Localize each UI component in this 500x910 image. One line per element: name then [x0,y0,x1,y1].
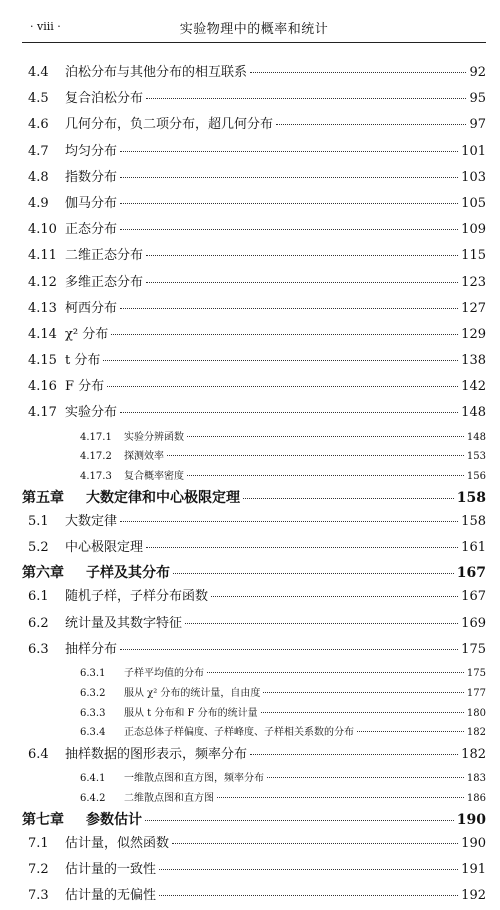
toc-entry-page: 158 [456,490,486,507]
toc-entry-chapter[interactable] [22,809,486,832]
toc-entry-page: 103 [461,169,486,185]
toc-entry-section[interactable] [22,884,486,910]
toc-entry-page: 191 [461,862,486,878]
running-title: 实验物理中的概率和统计 [179,22,329,37]
toc-entry-title: 估计量的无偏性 [65,888,157,904]
dot-leader [146,547,458,548]
toc-entry-title: 复合泊松分布 [65,91,144,107]
toc-entry-page: 115 [461,248,486,264]
dot-leader [120,229,458,230]
toc-entry-number: 4.8 [28,169,49,185]
dot-leader [250,72,466,73]
toc-entry-title: 抽样数据的图形表示，频率分布 [65,747,248,763]
toc-entry-title: 一维散点图和直方图，频率分布 [124,773,264,785]
toc-entry-number: 6.1 [28,589,49,605]
dot-leader [120,203,458,204]
toc-entry-subsection[interactable] [22,789,486,809]
toc-entry-number: 5.2 [28,540,49,556]
toc-entry-title: 实验分辨函数 [124,431,184,443]
toc-entry-page: 158 [461,514,486,530]
toc-entry-subsection[interactable] [22,447,486,467]
toc-entry-section[interactable] [22,638,486,664]
table-of-contents [22,61,486,910]
dot-leader [120,521,458,522]
toc-entry-section[interactable] [22,297,486,323]
toc-entry-subsection[interactable] [22,428,486,448]
toc-entry-section[interactable] [22,510,486,536]
toc-entry-page: 186 [466,793,486,805]
toc-entry-page: 148 [466,431,486,443]
toc-entry-section[interactable] [22,585,486,611]
toc-entry-page: 153 [466,451,486,463]
toc-entry-page: 177 [466,687,486,699]
toc-entry-page: 105 [461,195,486,211]
toc-entry-page: 192 [461,888,486,904]
toc-entry-title: 泊松分布与其他分布的相互联系 [65,65,248,80]
dot-leader [211,596,458,597]
toc-entry-number: 4.17.1 [80,431,112,443]
toc-entry-title: χ² 分布 [65,326,109,342]
toc-entry-page: 175 [461,641,486,657]
dot-leader [120,151,458,152]
dot-leader [146,282,458,283]
toc-entry-section[interactable] [22,271,486,297]
toc-entry-title: 指数分布 [65,169,118,185]
toc-entry-title: 统计量及其数字特征 [65,615,183,631]
toc-entry-title: 实验分布 [65,405,118,421]
dot-leader [217,797,464,798]
toc-entry-title: 复合概率密度 [124,471,184,483]
toc-entry-number: 4.14 [28,326,57,342]
toc-entry-section[interactable] [22,244,486,270]
dot-leader [261,712,464,713]
dot-leader [173,573,454,574]
toc-entry-section[interactable] [22,61,486,87]
toc-entry-number: 4.5 [28,91,49,107]
dot-leader [250,754,458,755]
toc-entry-section[interactable] [22,218,486,244]
toc-entry-title: 正态分布 [65,222,118,238]
toc-entry-title: 服从 χ² 分布的统计量，自由度 [124,687,261,699]
toc-entry-number: 4.10 [28,222,57,238]
toc-entry-subsection[interactable] [22,684,486,704]
toc-entry-page: 127 [461,300,486,316]
toc-entry-section[interactable] [22,323,486,349]
toc-entry-number: 6.4 [28,747,49,763]
toc-entry-page: 148 [461,405,486,421]
dot-leader [243,498,454,499]
toc-entry-number: 第五章 [22,490,64,507]
toc-entry-number: 4.17.2 [80,451,112,463]
toc-entry-subsection[interactable] [22,664,486,684]
toc-entry-page: 138 [461,353,486,369]
toc-entry-number: 4.15 [28,353,57,369]
dot-leader [120,177,458,178]
toc-entry-title: 多维正态分布 [65,274,144,290]
toc-entry-title: 正态总体子样偏度、子样峰度、子样相关系数的分布 [124,727,354,739]
toc-entry-section[interactable] [22,612,486,638]
toc-entry-page: 169 [461,615,486,631]
toc-entry-number: 6.4.1 [80,773,106,785]
toc-entry-title: 子样平均值的分布 [124,667,204,679]
toc-entry-page: 109 [461,222,486,238]
toc-entry-page: 190 [461,835,486,851]
toc-entry-page: 129 [461,326,486,342]
toc-entry-number: 4.4 [28,65,49,80]
toc-entry-number: 6.4.2 [80,793,106,805]
toc-entry-number: 5.1 [28,514,49,530]
toc-entry-title: 二维正态分布 [65,248,144,264]
dot-leader [159,869,458,870]
toc-entry-section[interactable] [22,858,486,884]
toc-entry-number: 第七章 [22,811,64,828]
toc-entry-section[interactable] [22,375,486,401]
toc-entry-section[interactable] [22,113,486,139]
toc-entry-number: 6.3.4 [80,727,106,739]
toc-entry-page: 123 [461,274,486,290]
toc-entry-page: 175 [466,667,486,679]
toc-entry-section[interactable] [22,832,486,858]
toc-entry-title: 估计量的一致性 [65,862,157,878]
toc-entry-page: 95 [469,91,486,107]
toc-entry-title: 估计量，似然函数 [65,835,170,851]
toc-entry-section[interactable] [22,349,486,375]
dot-leader [167,455,464,456]
dot-leader [267,777,464,778]
toc-entry-section[interactable] [22,192,486,218]
toc-entry-title: 几何分布，负二项分布，超几何分布 [65,117,274,133]
dot-leader [357,731,464,732]
dot-leader [120,649,458,650]
toc-entry-number: 4.7 [28,143,49,159]
dot-leader [185,623,458,624]
toc-entry-title: 参数估计 [86,811,142,828]
dot-leader [159,895,458,896]
toc-entry-number: 4.13 [28,300,57,316]
toc-entry-page: 183 [466,773,486,785]
toc-entry-subsection[interactable] [22,769,486,789]
toc-entry-title: 子样及其分布 [86,565,170,582]
dot-leader [120,412,458,413]
toc-entry-section[interactable] [22,401,486,427]
dot-leader [276,124,466,125]
dot-leader [146,255,458,256]
toc-entry-subsection[interactable] [22,467,486,487]
toc-entry-title: F 分布 [65,379,105,395]
toc-entry-number: 第六章 [22,565,64,582]
toc-entry-section[interactable] [22,743,486,769]
dot-leader [263,692,463,693]
toc-entry-section[interactable] [22,536,486,562]
toc-entry-number: 6.3.3 [80,707,106,719]
toc-entry-number: 4.6 [28,117,49,133]
toc-entry-title: 伽马分布 [65,195,118,211]
toc-entry-title: 服从 t 分布和 F 分布的统计量 [124,707,258,719]
toc-entry-page: 97 [469,117,486,133]
dot-leader [207,672,464,673]
dot-leader [146,98,466,99]
toc-entry-page: 167 [461,589,486,605]
toc-entry-page: 182 [461,747,486,763]
toc-entry-title: 柯西分布 [65,300,118,316]
toc-entry-title: 探测效率 [124,451,164,463]
toc-entry-number: 7.1 [28,835,49,851]
page-number: · viii · [30,20,61,33]
toc-entry-number: 6.3.1 [80,667,106,679]
toc-entry-section[interactable] [22,166,486,192]
dot-leader [103,360,458,361]
toc-entry-number: 7.2 [28,862,49,878]
toc-entry-section[interactable] [22,87,486,113]
toc-entry-number: 4.9 [28,195,49,211]
toc-entry-number: 4.11 [28,248,57,264]
toc-entry-number: 4.16 [28,379,57,395]
toc-entry-page: 156 [466,471,486,483]
dot-leader [172,843,458,844]
toc-entry-title: 抽样分布 [65,641,118,657]
toc-entry-chapter[interactable] [22,487,486,510]
toc-entry-subsection[interactable] [22,704,486,724]
toc-entry-subsection[interactable] [22,723,486,743]
toc-entry-page: 101 [461,143,486,159]
toc-entry-chapter[interactable] [22,562,486,585]
toc-entry-number: 6.3 [28,641,49,657]
toc-entry-page: 182 [466,727,486,739]
toc-entry-section[interactable] [22,140,486,166]
toc-entry-page: 180 [466,707,486,719]
toc-entry-number: 4.17 [28,405,57,421]
toc-entry-number: 7.3 [28,888,49,904]
toc-entry-page: 92 [469,65,486,80]
toc-entry-page: 161 [461,540,486,556]
toc-entry-title: 大数定律和中心极限定理 [86,490,240,507]
toc-entry-page: 190 [456,811,486,828]
toc-entry-page: 167 [456,565,486,582]
toc-entry-title: 均匀分布 [65,143,118,159]
toc-entry-title: 大数定律 [65,514,118,530]
toc-entry-title: t 分布 [65,353,101,369]
toc-entry-title: 随机子样，子样分布函数 [65,589,209,605]
page-header [22,14,486,43]
dot-leader [145,820,454,821]
dot-leader [187,436,464,437]
dot-leader [111,334,458,335]
dot-leader [107,386,458,387]
toc-entry-number: 6.2 [28,615,49,631]
toc-entry-number: 4.17.3 [80,471,112,483]
toc-entry-title: 中心极限定理 [65,540,144,556]
toc-entry-title: 二维散点图和直方图 [124,793,214,805]
dot-leader [120,308,458,309]
toc-entry-number: 6.3.2 [80,687,106,699]
toc-entry-page: 142 [461,379,486,395]
toc-entry-number: 4.12 [28,274,57,290]
dot-leader [187,475,464,476]
